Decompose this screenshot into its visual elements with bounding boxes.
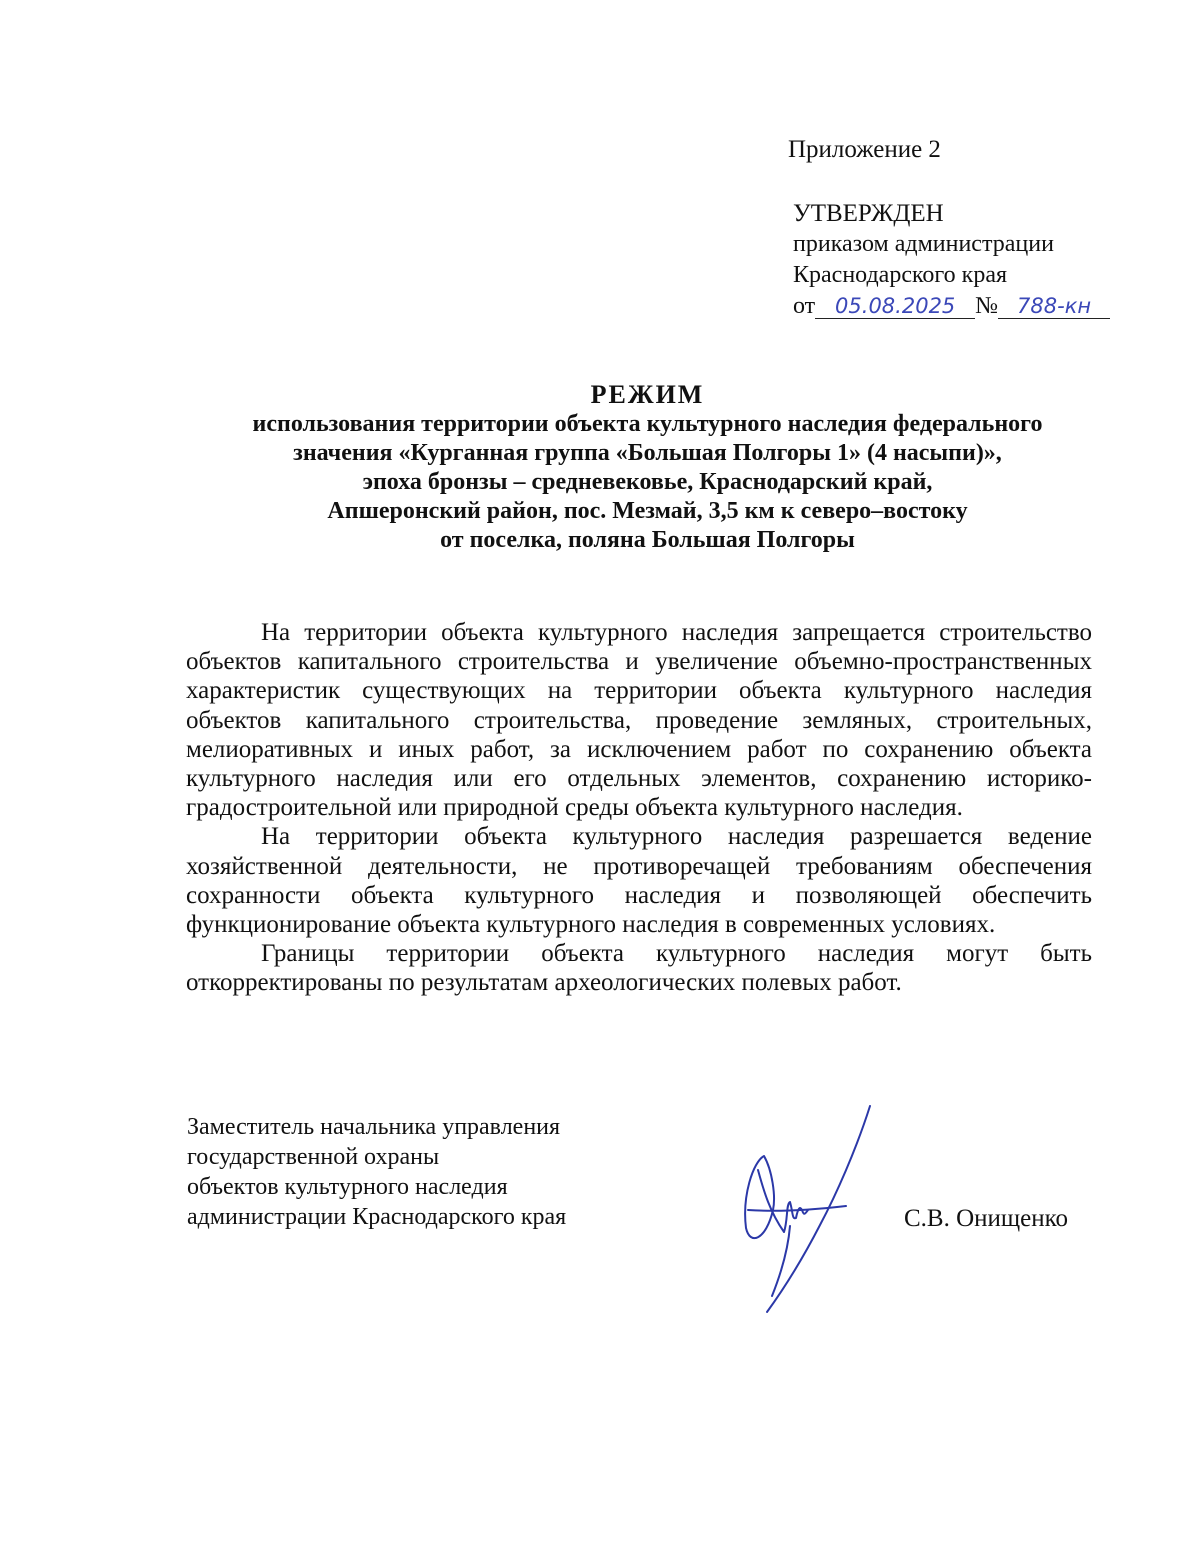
order-number: 788-кн (998, 294, 1110, 319)
title-line-4: Апшеронский район, пос. Мезмай, 3,5 км к северо–востоку (327, 498, 968, 524)
position-line-2: государственной охраны (187, 1144, 440, 1170)
position-line-1: Заместитель начальника управления (187, 1114, 561, 1140)
title-main: РЕЖИМ (590, 380, 705, 409)
title-line-3: эпоха бронзы – средневековье, Краснодарский край, (362, 469, 933, 495)
handwritten-signature (728, 1100, 878, 1320)
number-prefix: № (975, 293, 999, 319)
approval-date-line (793, 291, 1110, 322)
signatory-position (187, 1112, 566, 1232)
position-line-4: администрации Краснодарского края (187, 1204, 567, 1230)
appendix-label: Приложение 2 (788, 136, 941, 163)
body-text (186, 618, 1092, 998)
title-line-5: от поселка, поляна Большая Полгоры (440, 527, 855, 553)
date-prefix: от (793, 293, 816, 319)
approval-line-1: приказом администрации (793, 231, 1054, 257)
approval-line-2: Краснодарского края (793, 262, 1008, 288)
title-line-1: использования территории объекта культурного наследия федерального (252, 411, 1043, 437)
document-title (160, 380, 1135, 555)
paragraph-1: На территории объекта культурного наследия запрещается строительство объектов капитального строительства и увеличение объемно-пространственных характеристик существующих на территории объекта культурного наследия объектов капитального строительства, проведение земляных, строительных, мелиоративных и иных работ, за исключением работ по сохранению объекта культурного наследия или его отдельных элементов, сохранению историко-градостроительной или природной среды объекта культурного наследия. (186, 619, 1092, 822)
approval-block (793, 198, 1110, 322)
paragraph-2: На территории объекта культурного наследия разрешается ведение хозяйственной деятельности, не противоречащей требованиям обеспечения сохранности объекта культурного наследия и позволяющей обеспечить функционирование объекта культурного наследия в современных условиях. (186, 823, 1092, 939)
position-line-3: объектов культурного наследия (187, 1174, 508, 1200)
paragraph-3: Границы территории объекта культурного наследия могут быть откорректированы по результатам археологических полевых работ. (186, 940, 1092, 997)
title-line-2: значения «Курганная группа «Большая Полгоры 1» (4 насыпи)», (293, 440, 1002, 466)
order-date: 05.08.2025 (815, 294, 975, 319)
approval-status: УТВЕРЖДЕН (793, 200, 944, 227)
signatory-name: С.В. Онищенко (904, 1205, 1069, 1232)
